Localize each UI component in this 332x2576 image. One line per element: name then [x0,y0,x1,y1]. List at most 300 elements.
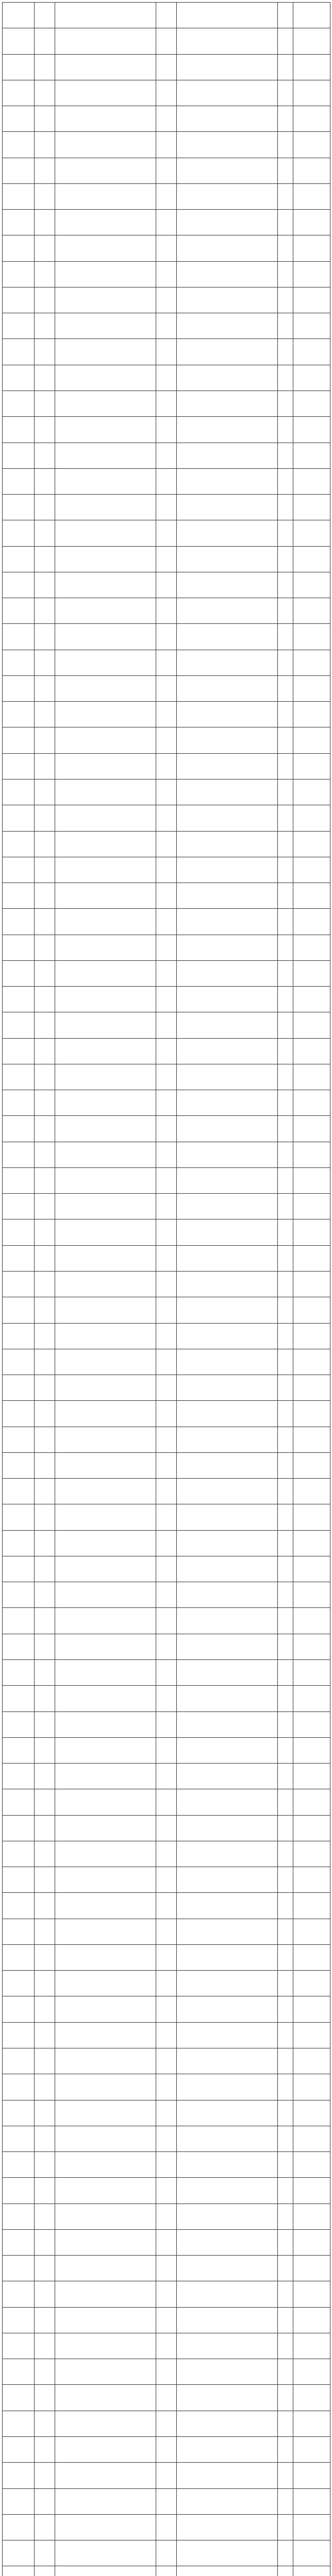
table-cell [3,1194,35,1219]
table-cell [55,598,156,624]
table-row [3,2307,330,2333]
table-cell [55,2333,156,2359]
table-cell [278,2152,293,2178]
table-cell [177,1582,278,1608]
table-cell [156,106,177,132]
table-cell [156,1634,177,1659]
table-cell [156,158,177,183]
table-cell [156,2566,177,2576]
table-cell [278,1012,293,1038]
table-cell [293,313,330,339]
table-cell [35,1789,55,1815]
table-cell [3,2281,35,2307]
table-cell [55,2488,156,2514]
table-cell [3,598,35,624]
table-cell [55,702,156,727]
table-row [3,1090,330,1116]
table-cell [156,909,177,935]
table-cell [3,1142,35,1167]
table-row [3,2204,330,2229]
table-cell [278,3,293,28]
table-cell [55,2307,156,2333]
table-cell [3,1375,35,1401]
table-cell [156,2256,177,2281]
table-cell [55,2256,156,2281]
table-cell [177,1012,278,1038]
table-cell [3,2229,35,2255]
table-cell [35,1996,55,2022]
table-cell [293,1971,330,1996]
table-cell [177,1944,278,1970]
table-cell [156,650,177,675]
table-cell [35,1142,55,1167]
table-cell [278,2048,293,2074]
table-cell [55,935,156,960]
table-cell [293,2385,330,2411]
table-cell [156,2048,177,2074]
table-cell [278,132,293,158]
table-cell [278,2204,293,2229]
table-cell [3,1919,35,1944]
table-row [3,1556,330,1582]
table-cell [293,1556,330,1582]
table-cell [293,2126,330,2151]
table-cell [156,727,177,753]
table-row [3,183,330,209]
table-cell [156,287,177,313]
table-cell [55,1323,156,1349]
table-cell [156,313,177,339]
table-cell [156,2540,177,2566]
table-cell [156,987,177,1012]
table-cell [3,1272,35,1297]
table-cell [55,1116,156,1142]
table-cell [177,1867,278,1893]
table-cell [278,1815,293,1841]
table-cell [278,1479,293,1504]
table-cell [177,287,278,313]
table-cell [156,1919,177,1944]
table-cell [55,753,156,779]
table-cell [3,2411,35,2436]
table-cell [156,2100,177,2126]
table-cell [55,1660,156,1686]
table-cell [293,2333,330,2359]
table-cell [177,675,278,701]
table-row [3,313,330,339]
table-cell [35,1530,55,1556]
table-cell [278,1038,293,1064]
table-cell [35,2463,55,2488]
table-cell [3,909,35,935]
table-cell [293,1608,330,1634]
table-cell [156,1323,177,1349]
table-cell [177,624,278,650]
table-cell [177,1608,278,1634]
table-row [3,28,330,54]
table-cell [293,2540,330,2566]
table-cell [278,183,293,209]
table-row [3,1167,330,1193]
table-row [3,1116,330,1142]
table-cell [35,2333,55,2359]
table-cell [278,261,293,287]
table-row [3,391,330,416]
table-cell [177,1064,278,1090]
table-cell [3,1530,35,1556]
table-body [3,3,330,2576]
table-cell [293,960,330,986]
table-cell [3,1452,35,1478]
table-cell [278,468,293,494]
table-cell [177,909,278,935]
table-cell [156,1944,177,1970]
table-cell [177,2074,278,2100]
table-row [3,2385,330,2411]
table-cell [55,650,156,675]
table-cell [278,1194,293,1219]
table-cell [35,132,55,158]
table-cell [156,1530,177,1556]
table-cell [55,1349,156,1375]
table-row [3,960,330,986]
table-cell [293,572,330,598]
table-cell [35,158,55,183]
table-cell [156,1815,177,1841]
table-cell [293,235,330,261]
table-cell [293,1452,330,1478]
table-cell [293,2488,330,2514]
table-cell [3,1789,35,1815]
table-cell [177,831,278,857]
table-cell [55,1452,156,1478]
table-cell [278,650,293,675]
table-cell [35,2178,55,2204]
table-row [3,1297,330,1323]
table-cell [55,106,156,132]
table-cell [293,1375,330,1401]
table-cell [55,1634,156,1659]
table-cell [35,2385,55,2411]
table-row [3,495,330,520]
table-cell [55,1479,156,1504]
table-cell [293,2359,330,2385]
table-cell [278,2566,293,2576]
table-cell [177,520,278,546]
table-cell [278,1401,293,1427]
table-cell [177,2256,278,2281]
table-row [3,1530,330,1556]
table-row [3,857,330,883]
table-cell [55,883,156,909]
table-row [3,1012,330,1038]
table-row [3,2256,330,2281]
table-cell [293,1504,330,1530]
table-row [3,1323,330,1349]
table-cell [177,935,278,960]
table-cell [156,1789,177,1815]
table-cell [3,1660,35,1686]
table-cell [3,2074,35,2100]
table-cell [35,183,55,209]
table-cell [3,2307,35,2333]
table-cell [3,624,35,650]
table-cell [35,1737,55,1763]
table-cell [293,1427,330,1452]
table-cell [278,1841,293,1867]
table-cell [278,1582,293,1608]
table-cell [55,28,156,54]
table-cell [35,210,55,235]
table-cell [55,54,156,80]
table-cell [293,2100,330,2126]
table-cell [55,1427,156,1452]
table-cell [293,909,330,935]
table-cell [293,805,330,831]
table-cell [156,1556,177,1582]
table-row [3,1582,330,1608]
table-cell [177,1919,278,1944]
table-cell [55,1893,156,1919]
table-cell [177,1349,278,1375]
table-cell [293,1686,330,1711]
table-cell [293,702,330,727]
table-cell [156,1582,177,1608]
table-cell [278,443,293,468]
table-cell [3,650,35,675]
table-cell [55,2100,156,2126]
table-cell [156,598,177,624]
table-cell [35,2256,55,2281]
table-cell [293,2152,330,2178]
table-cell [293,339,330,365]
table-cell [293,106,330,132]
table-row [3,1427,330,1452]
table-cell [156,183,177,209]
table-cell [35,1919,55,1944]
table-cell [156,1116,177,1142]
table-cell [177,2436,278,2462]
table-cell [177,235,278,261]
table-cell [156,831,177,857]
table-cell [55,1401,156,1427]
table-cell [35,417,55,443]
table-row [3,3,330,28]
table-cell [293,727,330,753]
table-cell [278,909,293,935]
table-cell [35,1219,55,1245]
table-cell [3,1893,35,1919]
table-cell [3,235,35,261]
table-cell [177,546,278,572]
table-row [3,1815,330,1841]
table-row [3,935,330,960]
table-row [3,54,330,80]
table-cell [278,2540,293,2566]
table-cell [177,54,278,80]
table-cell [55,2514,156,2540]
table-cell [35,1608,55,1634]
table-cell [278,572,293,598]
table-row [3,1504,330,1530]
table-cell [156,339,177,365]
table-cell [156,28,177,54]
table-cell [35,987,55,1012]
table-cell [293,2307,330,2333]
table-cell [35,2514,55,2540]
table-cell [293,1401,330,1427]
table-cell [55,1919,156,1944]
table-cell [177,1219,278,1245]
table-cell [293,1038,330,1064]
table-row [3,1867,330,1893]
table-row [3,235,330,261]
table-cell [55,1971,156,1996]
table-cell [35,727,55,753]
table-cell [3,546,35,572]
table-cell [55,2411,156,2436]
table-cell [55,210,156,235]
table-cell [177,1737,278,1763]
table-cell [55,779,156,805]
table-cell [3,753,35,779]
table-cell [293,391,330,416]
table-cell [35,1660,55,1686]
table-cell [177,1090,278,1116]
table-row [3,2178,330,2204]
table-cell [55,727,156,753]
table-cell [293,1349,330,1375]
table-cell [278,235,293,261]
table-cell [278,1375,293,1401]
table-cell [55,1167,156,1193]
table-cell [156,1504,177,1530]
table-cell [55,546,156,572]
table-row [3,883,330,909]
table-cell [3,935,35,960]
table-cell [35,365,55,391]
table-row [3,2411,330,2436]
table-cell [177,2333,278,2359]
table-cell [156,702,177,727]
table-cell [55,417,156,443]
table-cell [35,391,55,416]
table-cell [3,1996,35,2022]
table-cell [293,1996,330,2022]
table-cell [55,2152,156,2178]
table-cell [177,572,278,598]
table-cell [278,1219,293,1245]
table-cell [293,54,330,80]
table-cell [3,313,35,339]
table-cell [35,546,55,572]
table-cell [177,495,278,520]
table-cell [177,1167,278,1193]
table-cell [55,909,156,935]
table-cell [293,417,330,443]
table-cell [3,960,35,986]
table-cell [156,1245,177,1271]
table-cell [55,132,156,158]
table-cell [278,2281,293,2307]
table-cell [278,210,293,235]
table-cell [177,2281,278,2307]
comparison-table [2,2,330,2576]
table-cell [35,805,55,831]
table-cell [55,1737,156,1763]
table-cell [293,831,330,857]
table-cell [177,1323,278,1349]
table-cell [177,158,278,183]
table-cell [293,546,330,572]
table-cell [177,2411,278,2436]
table-cell [293,624,330,650]
table-row [3,2540,330,2566]
table-cell [293,675,330,701]
table-cell [278,2488,293,2514]
table-row [3,2566,330,2576]
table-cell [278,1737,293,1763]
table-cell [55,1867,156,1893]
table-cell [35,2204,55,2229]
table-cell [293,183,330,209]
table-cell [35,443,55,468]
table-cell [156,1660,177,1686]
table-cell [3,2022,35,2048]
table-cell [278,1893,293,1919]
table-cell [35,2229,55,2255]
table-cell [3,857,35,883]
table-cell [177,261,278,287]
table-cell [177,857,278,883]
table-cell [278,1711,293,1737]
table-cell [55,2436,156,2462]
table-cell [55,1944,156,1970]
table-cell [35,54,55,80]
table-cell [35,624,55,650]
table-cell [55,1764,156,1789]
table-row [3,546,330,572]
table-cell [3,443,35,468]
table-cell [55,2178,156,2204]
table-cell [278,857,293,883]
table-cell [293,935,330,960]
table-row [3,1219,330,1245]
table-cell [156,261,177,287]
table-cell [177,1789,278,1815]
table-cell [35,753,55,779]
table-cell [278,546,293,572]
table-cell [293,1323,330,1349]
table-row [3,624,330,650]
table-cell [3,2436,35,2462]
table-cell [55,80,156,106]
table-cell [35,1427,55,1452]
table-cell [35,1452,55,1478]
table-cell [177,1245,278,1271]
table-cell [35,3,55,28]
table-cell [156,1349,177,1375]
table-row [3,80,330,106]
table-cell [35,2411,55,2436]
table-cell [35,1893,55,1919]
table-cell [156,391,177,416]
table-cell [293,2229,330,2255]
table-cell [35,1582,55,1608]
table-cell [278,2385,293,2411]
table-cell [293,1194,330,1219]
table-cell [3,1971,35,1996]
